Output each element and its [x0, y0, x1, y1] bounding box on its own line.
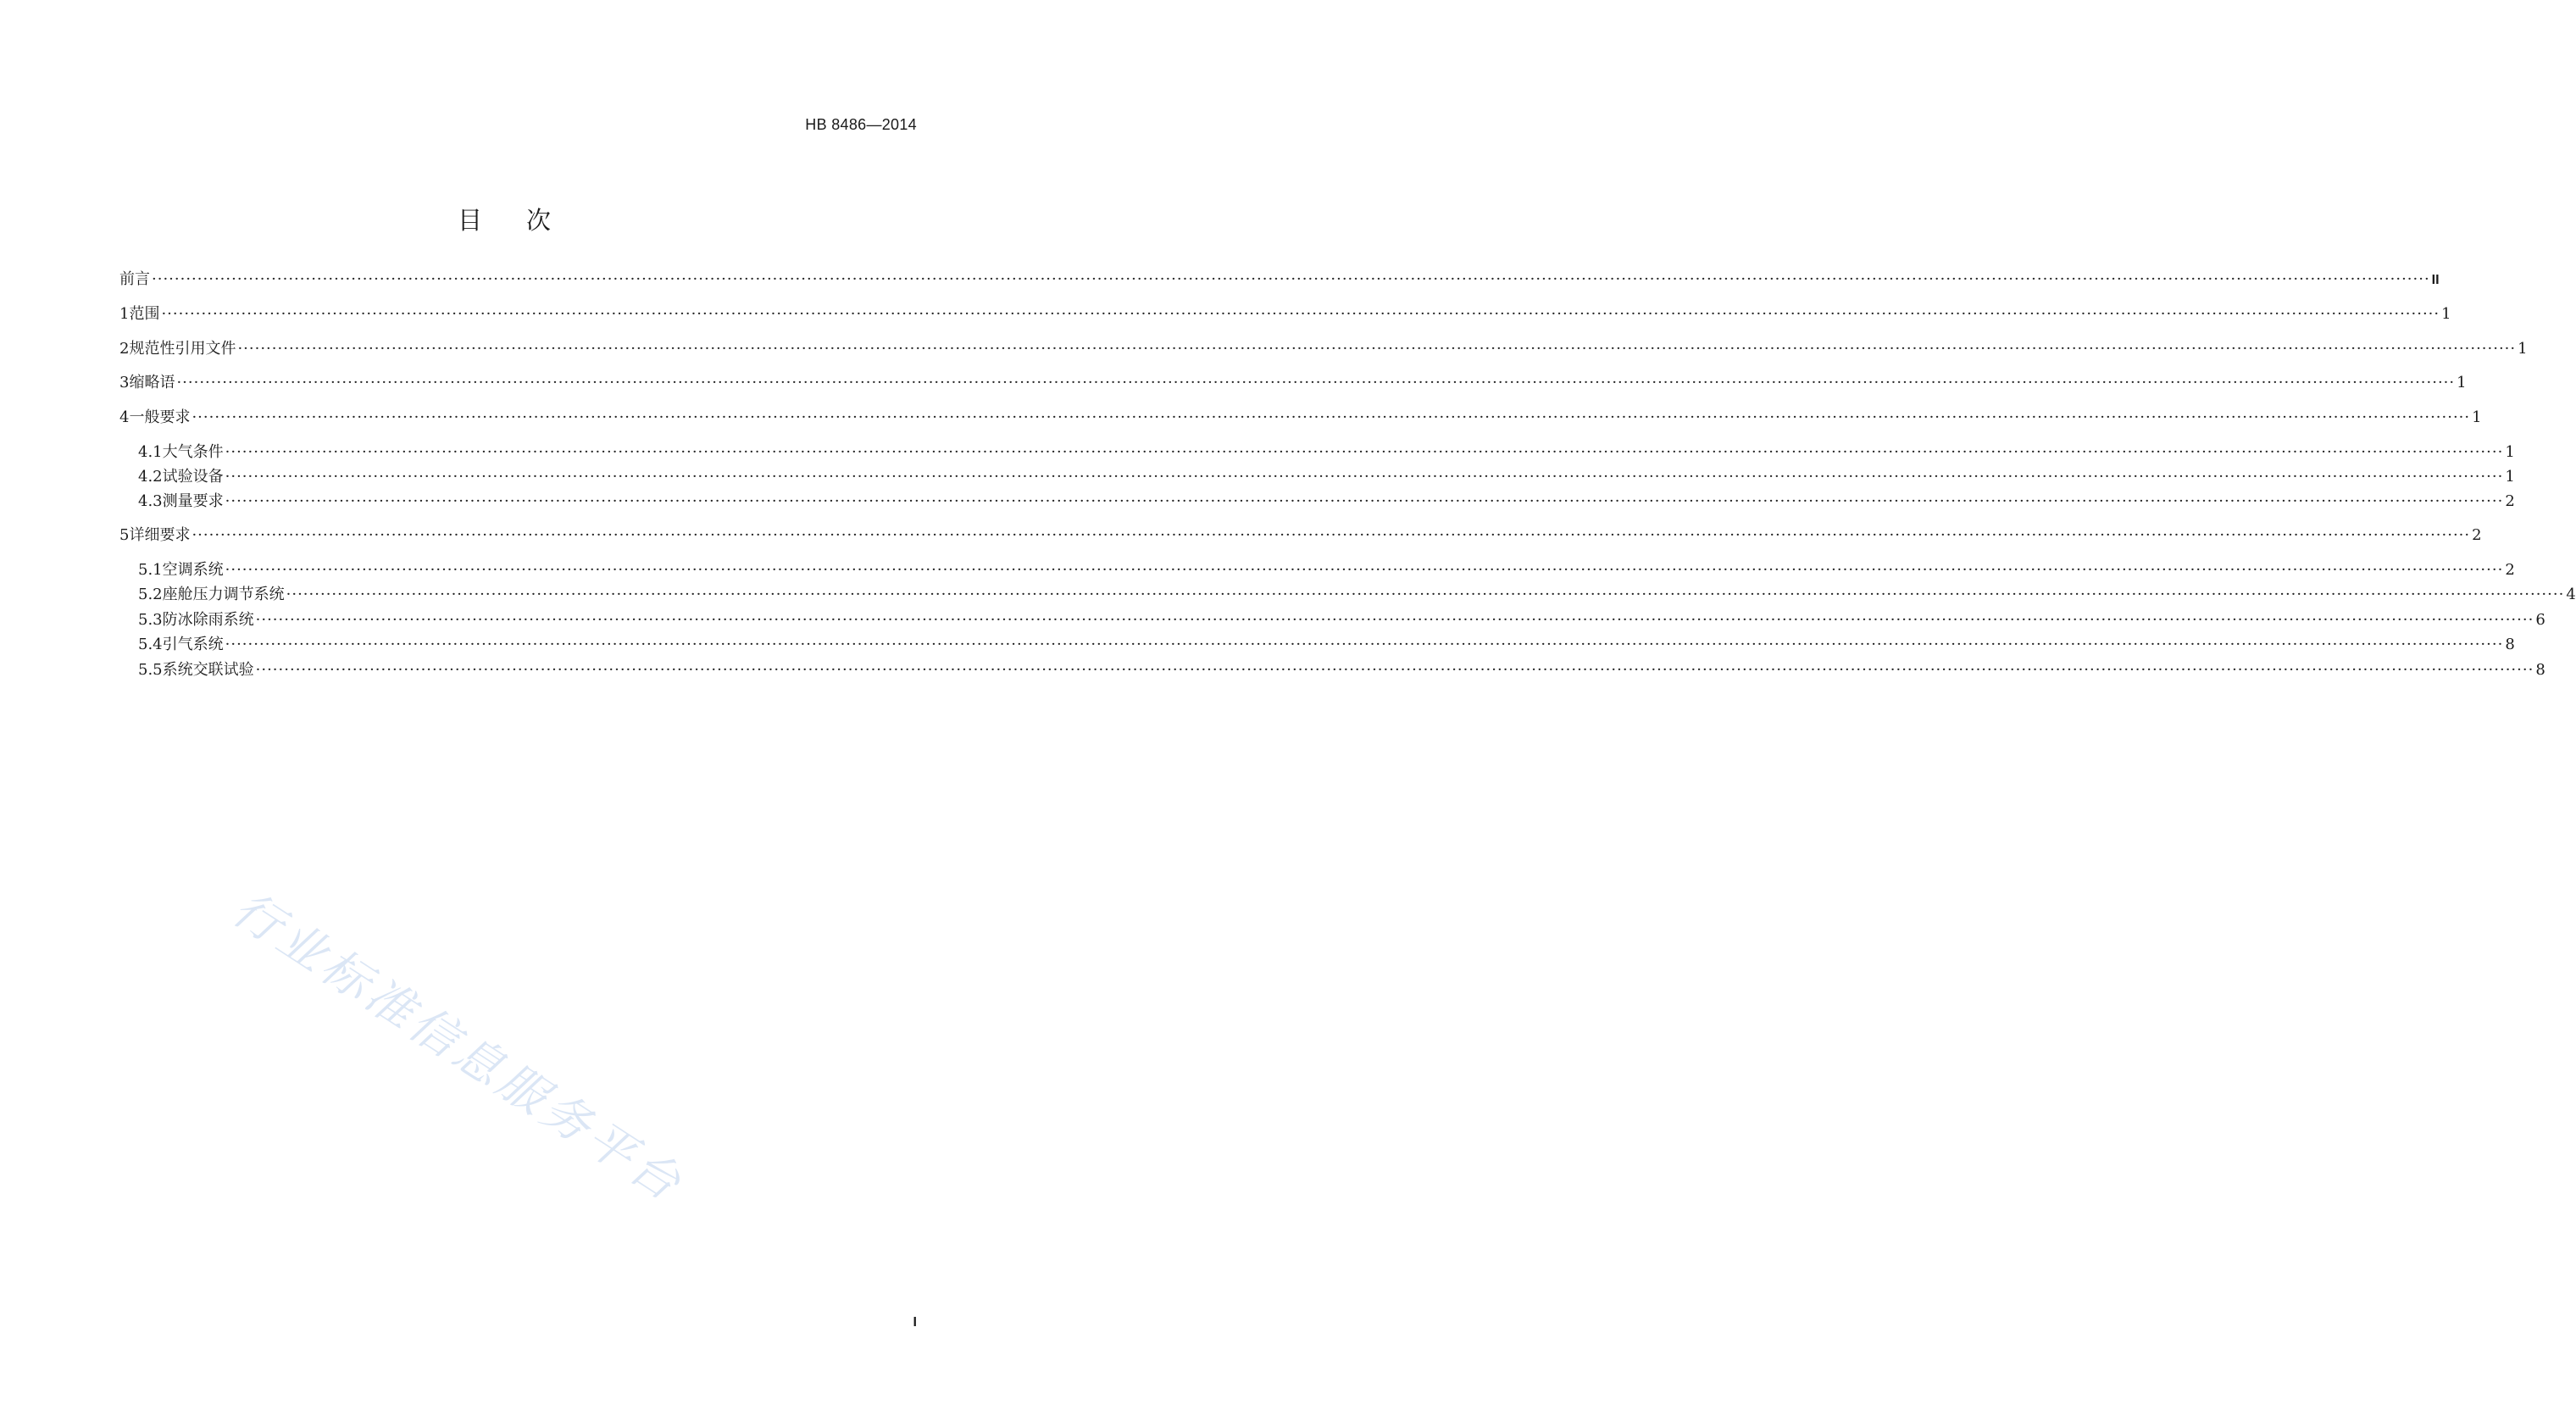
- toc-entry-page: 1: [2505, 468, 2515, 486]
- toc-dot-leader: ················································································································································································································································································································································································································: [225, 636, 2504, 653]
- toc-entry-page: II: [2431, 273, 2440, 287]
- watermark-text: 行业标准信息服务平台: [223, 881, 694, 1214]
- toc-entry-label: 大气条件: [162, 443, 224, 461]
- toc-entry-number: 4.3: [138, 492, 163, 510]
- toc-entry[interactable]: [119, 269, 2440, 290]
- toc-entry-number: 5.1: [138, 561, 163, 579]
- toc-entry-label: 试验设备: [162, 468, 224, 486]
- toc-dot-leader: ················································································································································································································································································································································································································: [225, 492, 2504, 510]
- toc-entry-page: 4: [2566, 586, 2576, 603]
- toc-dot-leader: ················································································································································································································································································································································································································: [225, 561, 2504, 579]
- toc-entry-page: 1: [2505, 443, 2515, 461]
- toc-dot-leader: ················································································································································································································································································································································································································: [225, 443, 2504, 461]
- toc-entry[interactable]: [119, 525, 2482, 546]
- toc-entry-label: 前言: [119, 270, 150, 288]
- toc-entry-label: 座舱压力调节系统: [162, 586, 285, 603]
- toc-entry-label: 详细要求: [129, 526, 191, 544]
- toc-entry-page: 2: [2505, 561, 2515, 579]
- toc-entry[interactable]: [119, 660, 2545, 680]
- toc-entry-page: 1: [2518, 340, 2528, 358]
- toc-entry[interactable]: [119, 467, 2515, 487]
- toc-entry-number: 5.2: [138, 586, 163, 603]
- toc-entry[interactable]: [119, 408, 2482, 428]
- toc-entry-page: 6: [2535, 611, 2545, 629]
- toc-entry-number: 4.2: [138, 468, 163, 486]
- toc-entry-number: 5: [119, 526, 130, 544]
- toc-entry[interactable]: [119, 339, 2528, 359]
- toc-entry[interactable]: [119, 373, 2467, 393]
- page-number: I: [913, 1315, 917, 1330]
- toc-dot-leader: ················································································································································································································································································································································································································: [255, 611, 2534, 629]
- toc-entry-number: 4.1: [138, 443, 163, 461]
- toc-entry-label: 测量要求: [162, 492, 224, 510]
- toc-dot-leader: ················································································································································································································································································································································································································: [286, 586, 2565, 603]
- toc-entry-page: 8: [2505, 636, 2515, 653]
- toc-dot-leader: ················································································································································································································································································································································································································: [176, 374, 2456, 391]
- toc-entry-label: 防冰除雨系统: [162, 611, 254, 629]
- toc-entry-page: 8: [2535, 661, 2545, 679]
- toc-dot-leader: ················································································································································································································································································································································································································: [152, 270, 2430, 288]
- toc-entry-page: 2: [2505, 492, 2515, 510]
- toc-entry-number: 3: [119, 374, 130, 391]
- toc-dot-leader: ················································································································································································································································································································································································································: [192, 526, 2471, 544]
- toc-entry-number: 4: [119, 408, 130, 426]
- document-code: HB 8486—2014: [805, 116, 917, 133]
- toc-entry-page: 1: [2441, 305, 2451, 323]
- toc-entry-label: 一般要求: [129, 408, 191, 426]
- toc-entry-page: 2: [2472, 526, 2482, 544]
- toc-entry-number: 1: [119, 305, 130, 323]
- toc-entry-number: 5.5: [138, 661, 163, 679]
- toc-entry[interactable]: [119, 635, 2515, 655]
- toc-entry-label: 范围: [129, 305, 160, 323]
- toc-entry-number: 5.3: [138, 611, 163, 629]
- toc-entry[interactable]: [119, 585, 2576, 605]
- toc-dot-leader: ················································································································································································································································································································································································································: [237, 340, 2517, 358]
- toc-dot-leader: ················································································································································································································································································································································································································: [255, 661, 2534, 679]
- toc-entry-number: 2: [119, 340, 130, 358]
- toc-entry-label: 缩略语: [129, 374, 175, 391]
- toc-entry[interactable]: [119, 442, 2515, 463]
- toc-entry-label: 规范性引用文件: [129, 340, 236, 358]
- toc-entry[interactable]: [119, 560, 2515, 580]
- toc-entry-page: 1: [2457, 374, 2467, 391]
- toc-entry[interactable]: [119, 491, 2515, 512]
- toc-entry-label: 空调系统: [162, 561, 224, 579]
- toc-entry[interactable]: [119, 610, 2545, 630]
- toc-entry-label: 系统交联试验: [162, 661, 254, 679]
- toc-entry-label: 引气系统: [162, 636, 224, 653]
- toc-dot-leader: ················································································································································································································································································································································································································: [161, 305, 2440, 323]
- toc-entry-number: 5.4: [138, 636, 163, 653]
- page-title: 目次: [457, 206, 595, 235]
- toc-entry[interactable]: [119, 304, 2451, 325]
- toc-entry-page: 1: [2472, 408, 2482, 426]
- toc-dot-leader: ················································································································································································································································································································································································································: [225, 468, 2504, 486]
- toc-dot-leader: ················································································································································································································································································································································································································: [192, 408, 2471, 426]
